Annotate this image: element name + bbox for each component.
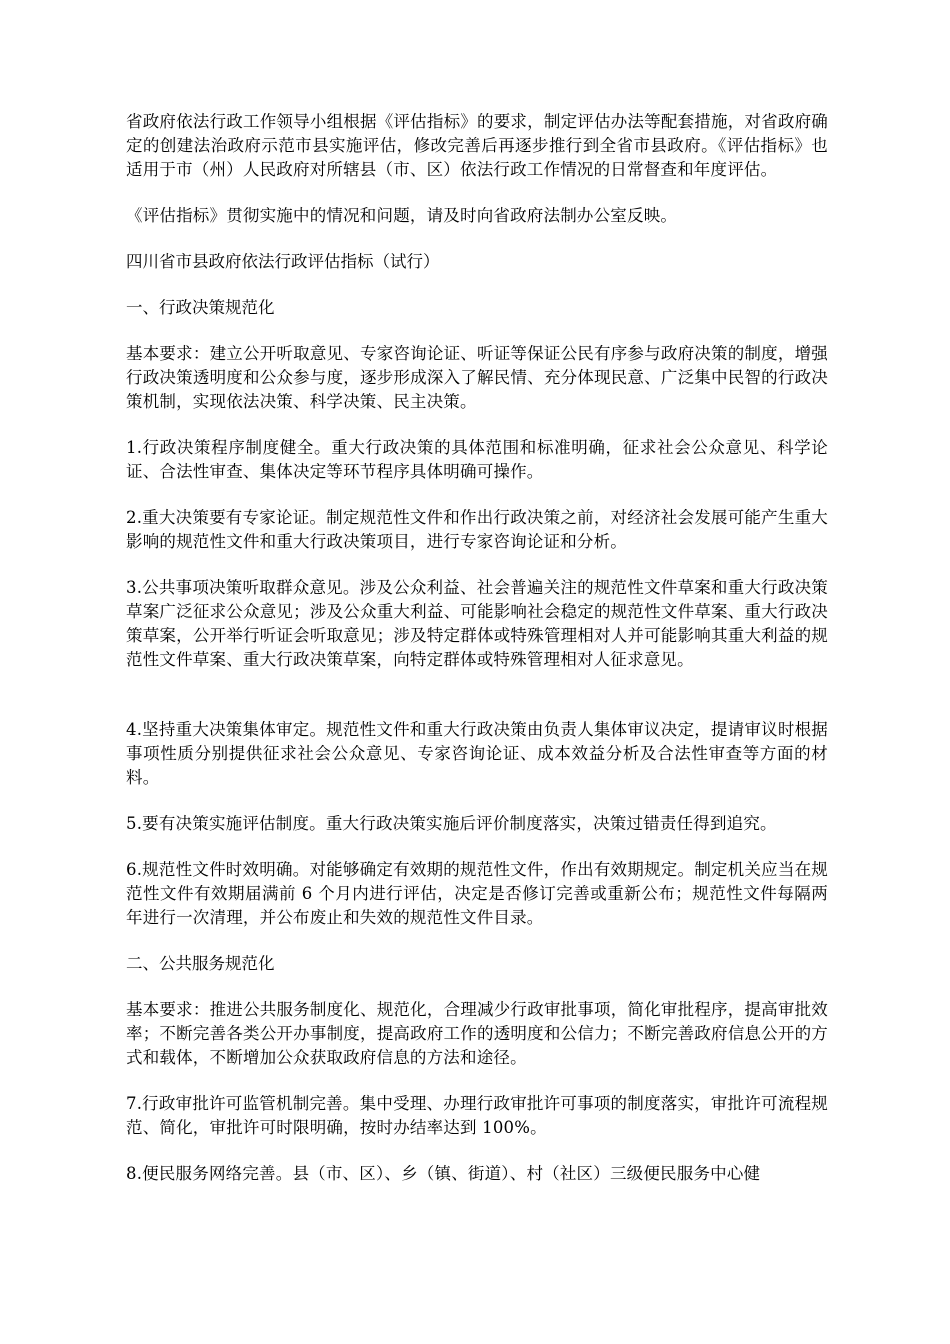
item-5: 5.要有决策实施评估制度。重大行政决策实施后评价制度落实，决策过错责任得到追究。 [126, 814, 777, 833]
item-2: 2.重大决策要有专家论证。制定规范性文件和作出行政决策之前，对经济社会发展可能产生重大影响的规范性文件和重大行政决策项目，进行专家咨询论证和分析。 [126, 508, 828, 551]
section-heading-2: 二、公共服务规范化 [126, 954, 275, 973]
paragraph-intro: 省政府依法行政工作领导小组根据《评估指标》的要求，制定评估办法等配套措施，对省政府确定的创建法治政府示范市县实施评估，修改完善后再逐步推行到全省市县政府。《评估指标》也适用于市（州）人民政府对所辖县（市、区）依法行政工作情况的日常督查和年度评估。 [126, 112, 828, 179]
item-4: 4.坚持重大决策集体审定。规范性文件和重大行政决策由负责人集体审议决定，提请审议时根据事项性质分别提供征求社会公众意见、专家咨询论证、成本效益分析及合法性审查等方面的材料。 [126, 720, 828, 787]
item-6: 6.规范性文件时效明确。对能够确定有效期的规范性文件，作出有效期规定。制定机关应当在规范性文件有效期届满前 6 个月内进行评估，决定是否修订完善或重新公布；规范性文件每隔两年进行一次清理，并公布废止和失效的规范性文件目录。 [126, 860, 828, 927]
section-heading-1: 一、行政决策规范化 [126, 298, 275, 317]
item-3: 3.公共事项决策听取群众意见。涉及公众利益、社会普遍关注的规范性文件草案和重大行政决策草案广泛征求公众意见；涉及公众重大利益、可能影响社会稳定的规范性文件草案、重大行政决策草案，公开举行听证会听取意见；涉及特定群体或特殊管理相对人并可能影响其重大利益的规范性文件草案、重大行政决策草案，向特定群体或特殊管理相对人征求意见。 [126, 578, 828, 669]
section-2-requirements: 基本要求：推进公共服务制度化、规范化，合理减少行政审批事项，简化审批程序，提高审批效率；不断完善各类公开办事制度，提高政府工作的透明度和公信力；不断完善政府信息公开的方式和载体，不断增加公众获取政府信息的方法和途径。 [126, 1000, 828, 1067]
paragraph-feedback: 《评估指标》贯彻实施中的情况和问题，请及时向省政府法制办公室反映。 [126, 206, 678, 225]
item-1: 1.行政决策程序制度健全。重大行政决策的具体范围和标准明确，征求社会公众意见、科学论证、合法性审查、集体决定等环节程序具体明确可操作。 [126, 438, 828, 481]
document-title: 四川省市县政府依法行政评估指标（试行） [126, 252, 440, 271]
document-body [126, 110, 828, 1208]
item-7: 7.行政审批许可监管机制完善。集中受理、办理行政审批许可事项的制度落实，审批许可流程规范、简化，审批许可时限明确，按时办结率达到 100%。 [126, 1094, 828, 1137]
section-1-requirements: 基本要求：建立公开听取意见、专家咨询论证、听证等保证公民有序参与政府决策的制度，增强行政决策透明度和公众参与度，逐步形成深入了解民情、充分体现民意、广泛集中民智的行政决策机制，实现依法决策、科学决策、民主决策。 [126, 344, 828, 411]
item-8: 8.便民服务网络完善。县（市、区）、乡（镇、街道）、村（社区）三级便民服务中心健 [126, 1164, 761, 1183]
